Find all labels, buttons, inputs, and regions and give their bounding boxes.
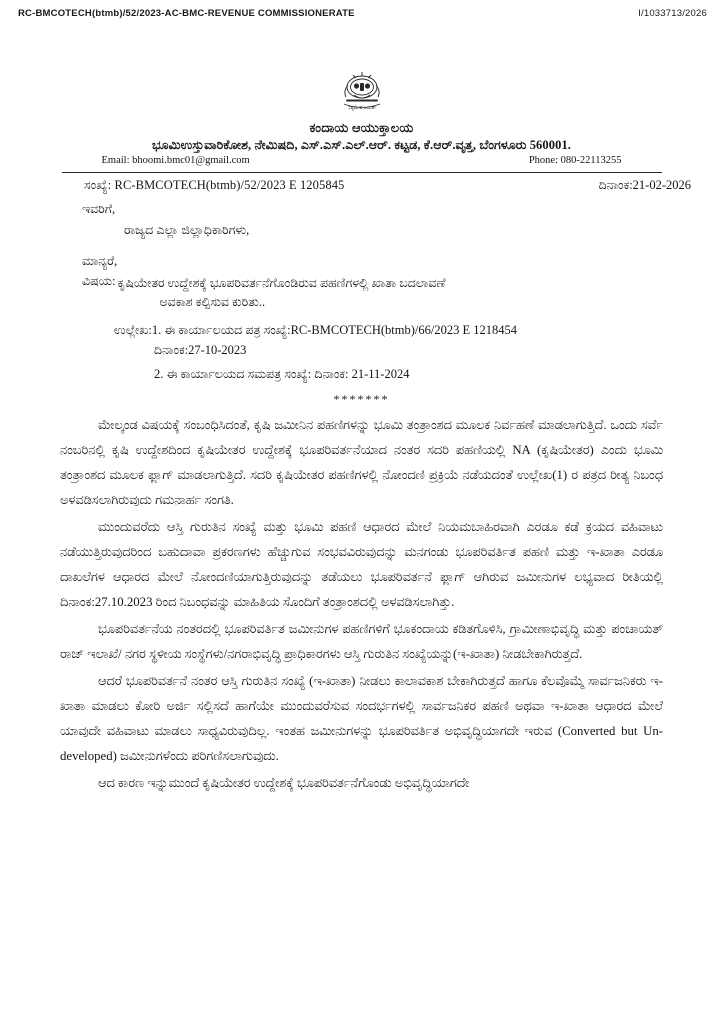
office-email: Email: bhoomi.bmc01@gmail.com [101,155,250,167]
document-body [60,413,663,795]
subject-label: ವಿಷಯ: [82,273,116,288]
reference-number-value: RC-BMCOTECH(btmb)/52/2023 E 1205845 [114,177,345,192]
office-contact-row [14,154,709,168]
paragraph-3: ಭೂಪರಿವರ್ತನೆಯ ನಂತರದಲ್ಲಿ ಭೂಪರಿವರ್ತಿತ ಜಮೀನುಗಳ ಪಹಣಿಗಳಿಗೆ ಭೂಕಂದಾಯ ಕಡಿತಗೊಳಿಸಿ, ಗ್ರಾಮೀಣಾಭಿವೃದ್ಧಿ ಮತ್ತು ಪಂಚಾಯತ್ ರಾಜ್ ಇಲಾಖೆ/ ನಗರ ಸ್ಥಳೀಯ ಸಂಸ್ಥೆಗಳು/ನಗರಾಭಿವೃದ್ಧಿ ಪ್ರಾಧಿಕಾರಗಳು ಆಸ್ತಿ ಗುರುತಿನ ಸಂಖ್ಯೆಯನ್ನು(ಇ-ಖಾತಾ) ನೀಡಬೇಕಾಗಿರುತ್ತದೆ. [60,621,663,661]
subject-block [82,274,709,313]
to-addressee: ರಾಜ್ಯದ ಎಲ್ಲಾ ಜಿಲ್ಲಾಧಿಕಾರಿಗಳು, [124,222,250,237]
paragraph-1: ಮೇಲ್ಕಂಡ ವಿಷಯಕ್ಕೆ ಸಂಬಂಧಿಸಿದಂತೆ, ಕೃಷಿ ಜಮೀನಿನ ಪಹಣಿಗಳನ್ನು ಭೂಮಿ ತಂತ್ರಾಂಶದ ಮೂಲಕ ನಿರ್ವಹಣೆ ಮಾಡಲಾಗುತ್ತಿದೆ. ಒಂದು ಸರ್ವೆ ನಂಬರಿನಲ್ಲಿ ಕೃಷಿ ಉದ್ದೇಶದಿಂದ ಕೃಷಿಯೇತರ ಉದ್ದೇಶಕ್ಕೆ ಭೂಪರಿವರ್ತನೆಯಾದ ನಂತರ ಸದರಿ ಪಹಣಿಯಲ್ಲಿ NA (ಕೃಷಿಯೇತರ) ಎಂದು ಭೂಮಿ ತಂತ್ರಾಂಶದ ಮೂಲಕ ಫ್ಲಾಗ್ ಮಾಡಲಾಗುತ್ತಿದೆ. ಸದರಿ ಕೃಷಿಯೇತರ ಪಹಣಿಗಳಲ್ಲಿ ನೋಂದಣಿ ಪ್ರಕ್ರಿಯೆ ನಡೆಯದಂತೆ ಉಲ್ಲೇಖ(1) ರ ಪತ್ರದ ರೀತ್ಯ ನಿಬಂಧ ಅಳವಡಿಸಲಾಗಿರುವುದು ಗಮನಾರ್ಹ ಸಂಗತಿ. [60,418,663,508]
to-label: ಇವರಿಗೆ, [82,201,116,216]
reference-item-2: 2. ಈ ಕಾರ್ಯಾಲಯದ ಸಮಪತ್ರ ಸಂಖ್ಯೆ: ದಿನಾಂಕ: 21-11-2024 [154,367,410,382]
file-number: RC-BMCOTECH(btmb)/52/2023-AC-BMC-REVENUE COMMISSIONERATE [18,8,355,19]
office-heading [14,119,709,173]
reference-number [84,178,344,193]
salutation: ಮಾನ್ಯರೆ, [82,253,118,268]
reference-date-label: ದಿನಾಂಕ: [598,177,633,192]
references-label: ಉಲ್ಲೇಖ: [114,323,152,338]
reference-date-value: 21-02-2026 [632,177,691,192]
section-separator: ******* [333,392,390,407]
office-phone: Phone: 080-22113255 [528,155,622,167]
svg-text:ಸತ್ಯಮೇವ ಜಯತೇ: ಸತ್ಯಮೇವ ಜಯತೇ [347,105,376,110]
subject-line-1: ಕೃಷಿಯೇತರ ಉದ್ದೇಶಕ್ಕೆ ಭೂಪರಿವರ್ತನೆಗೊಂಡಿರುವ ಪಹಣಿಗಳಲ್ಲಿ ಖಾತಾ ಬದಲಾವಣೆ [117,275,446,290]
reference-date [599,178,691,193]
reference-item-1-date: ದಿನಾಂಕ:27-10-2023 [154,343,247,358]
page-id: I/1033713/2026 [638,8,707,19]
header-divider [62,172,662,173]
document-header-strip [14,8,709,19]
paragraph-5: ಆದ ಕಾರಣ ಇನ್ನುಮುಂದೆ ಕೃಷಿಯೇತರ ಉದ್ದೇಶಕ್ಕೆ ಭೂಪರಿವರ್ತನೆಗೊಂಡು ಅಭಿವೃದ್ಧಿಯಾಗದೇ [98,775,470,790]
office-address: ಭೂಮಿಉಸ್ತುವಾರಿಕೋಶ, ನೇಮಿಷದಿ, ಎಸ್.ಎಸ್.ಎಲ್.ಆರ್. ಕಟ್ಟಡ, ಕೆ.ಆರ್.ವೃತ್ತ, ಬೆಂಗಳೂರು 560001. [151,137,572,152]
emblem-container [14,71,709,117]
office-name: ಕಂದಾಯ ಆಯುಕ್ತಾಲಯ [309,120,414,135]
references-block [114,320,709,384]
karnataka-government-emblem-icon [334,71,390,117]
reference-item-1: 1. ಈ ಕಾರ್ಯಾಲಯದ ಪತ್ರ ಸಂಖ್ಯೆ:RC-BMCOTECH(btmb)/66/2023 E 1218454 [151,323,517,338]
subject-text [117,274,445,313]
paragraph-4: ಆದರೆ ಭೂಪರಿವರ್ತನೆ ನಂತರ ಆಸ್ತಿ ಗುರುತಿನ ಸಂಖ್ಯೆ (ಇ-ಖಾತಾ) ನೀಡಲು ಕಾಲಾವಕಾಶ ಬೇಕಾಗಿರುತ್ತದೆ ಹಾಗೂ ಕೆಲವೊಮ್ಮೆ ಸಾರ್ವಜನಿಕರು ಇ-ಖಾತಾ ಮಾಡಲು ಕೋರಿ ಅರ್ಜಿ ಸಲ್ಲಿಸದೆ ಹಾಗೆಯೇ ಮುಂದುವರೆಸುವ ಸಂದರ್ಭಗಳಲ್ಲಿ ಸಾರ್ವಜನಿಕರ ಪಹಣಿ ಅಥವಾ ಇ-ಖಾತಾ ಆಧಾರದ ಮೇಲೆ ಯಾವುದೇ ವಹಿವಾಟು ಮಾಡಲು ಸಾಧ್ಯವಿರುವುದಿಲ್ಲ. ಇಂತಹ ಜಮೀನುಗಳನ್ನು ಭೂಪರಿವರ್ತಿತ ಅಭಿವೃದ್ಧಿಯಾಗದೇ ಇರುವ (Converted but Un-developed) ಜಮೀನುಗಳೆಂದು ಪರಿಗಣಿಸಲಾಗುವುದು. [60,673,663,763]
paragraph-2: ಮುಂದುವರೆದು ಆಸ್ತಿ ಗುರುತಿನ ಸಂಖ್ಯೆ ಮತ್ತು ಭೂಮಿ ಪಹಣಿ ಆಧಾರದ ಮೇಲೆ ನಿಯಮಬಾಹಿರವಾಗಿ ಎರಡೂ ಕಡೆ ಕ್ರಯದ ವಹಿವಾಟು ನಡೆಯುತ್ತಿರುವುದರಿಂದ ಬಹುದಾವಾ ಪ್ರಕರಣಗಳು ಹೆಚ್ಚುಗುವ ಸಂಭವವಿರುವುದನ್ನು ಮನಗಂಡು ಭೂಪರಿವರ್ತಿತ ಪಹಣಿ ಮತ್ತು ಇ-ಖಾತಾ ಎರಡೂ ದಾಖಲೆಗಳ ಆಧಾರದ ಮೇಲೆ ನೋಂದಣಿಯಾಗುತ್ತಿರುವುದನ್ನು ತಡೆಯಲು ಭೂಪರಿವರ್ತನೆ ಫ್ಲಾಗ್ ಆಗಿರುವ ಜಮೀನುಗಳ ಲಭ್ಯವಾದ ರೀತಿಯಲ್ಲಿ ದಿನಾಂಕ:27.10.2023 ರಿಂದ ನಿಬಂಧವನ್ನು ಮಾಹಿತಿಯ ಸೊಂದಿಗೆ ತಂತ್ರಾಂಶದಲ್ಲಿ ಅಳವಡಿಸಲಾಗಿತ್ತು. [60,520,663,610]
reference-row [84,178,705,193]
subject-line-2: ಅವಕಾಶ ಕಲ್ಪಿಸುವ ಕುರಿತು.. [159,294,266,309]
reference-number-label: ಸಂಖ್ಯೆ: [84,177,112,192]
